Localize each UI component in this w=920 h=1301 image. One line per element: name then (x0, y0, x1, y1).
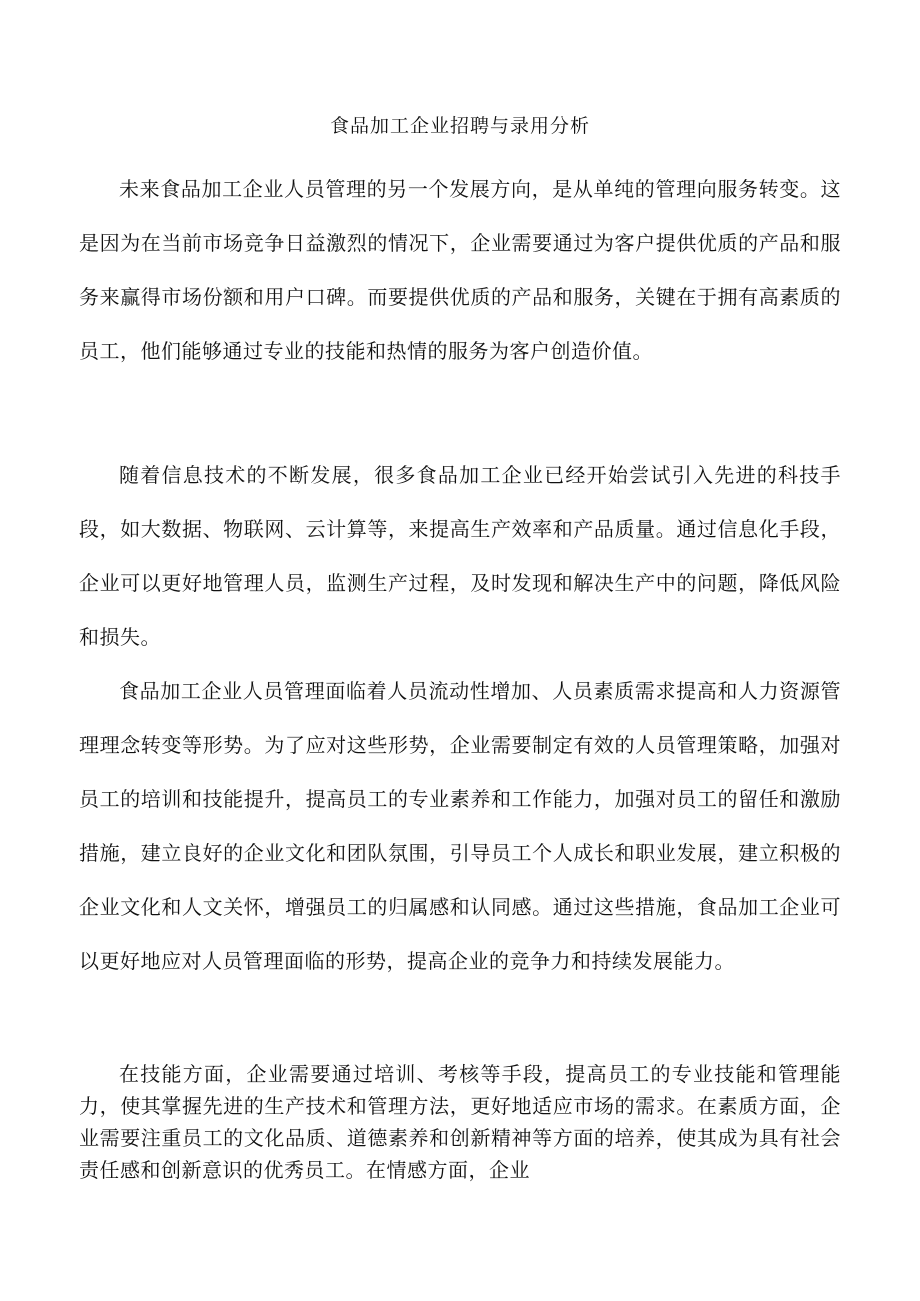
paragraph-skills-quality: 在技能方面，企业需要通过培训、考核等手段，提高员工的专业技能和管理能力，使其掌握先进的生产技术和管理方法，更好地适应市场的需求。在素质方面，企业需要注重员工的文化品质、道德素养和创新精神等方面的培养，使其成为具有社会责任感和创新意识的优秀员工。在情感方面，企业 (79, 1062, 841, 1182)
paragraph-management-strategy: 食品加工企业人员管理面临着人员流动性增加、人员素质需求提高和人力资源管理理念转变等形势。为了应对这些形势，企业需要制定有效的人员管理策略，加强对员工的培训和技能提升，提高员工的专业素养和工作能力，加强对员工的留任和激励措施，建立良好的企业文化和团队氛围，引导员工个人成长和职业发展，建立积极的企业文化和人文关怀，增强员工的归属感和认同感。通过这些措施，食品加工企业可以更好地应对人员管理面临的形势，提高企业的竞争力和持续发展能力。 (79, 679, 841, 973)
paragraph-information-technology: 随着信息技术的不断发展，很多食品加工企业已经开始尝试引入先进的科技手段，如大数据、物联网、云计算等，来提高生产效率和产品质量。通过信息化手段，企业可以更好地管理人员，监测生产过程，及时发现和解决生产中的问题，降低风险和损失。 (79, 463, 841, 649)
paragraph-service-transformation: 未来食品加工企业人员管理的另一个发展方向，是从单纯的管理向服务转变。这是因为在当前市场竞争日益激烈的情况下，企业需要通过为客户提供优质的产品和服务来赢得市场份额和用户口碑。而要提供优质的产品和服务，关键在于拥有高素质的员工，他们能够通过专业的技能和热情的服务为客户创造价值。 (79, 177, 841, 363)
document-title: 食品加工企业招聘与录用分析 (329, 115, 590, 137)
